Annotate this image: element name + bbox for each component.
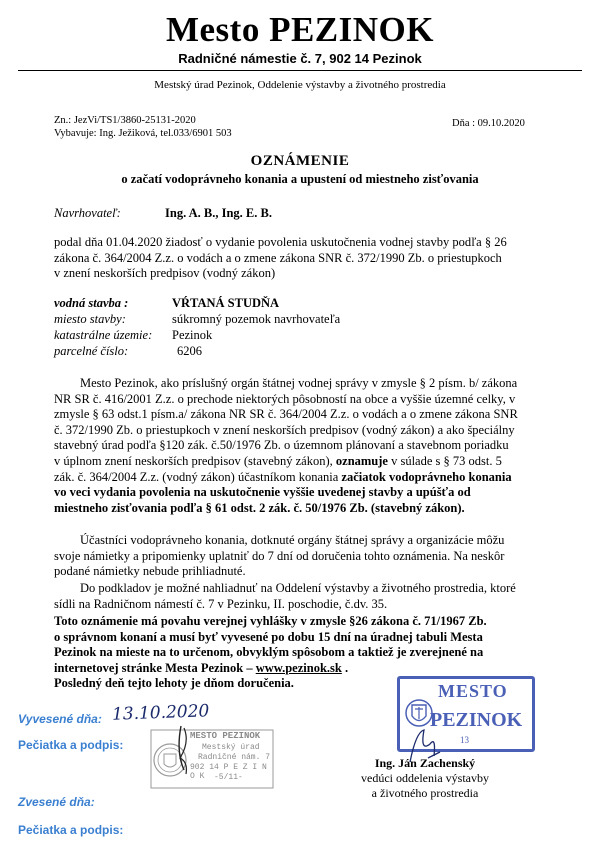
objections-line: podané námietky nebude prihliadnuté. <box>54 564 246 579</box>
signatory-block <box>330 756 520 801</box>
gray-stamp-line: Radničné nám. 7 <box>198 753 271 762</box>
public-notice-line: o správnom konaní a musí byť vyvesené po dobu 15 dní na úradnej tabuli Mesta <box>54 629 483 644</box>
gray-stamp-line: 902 14 P E Z I N O K <box>190 763 267 781</box>
main-line: č. 372/1990 Zb. o priestupkoch v znení neskorších predpisov (vodný zákon) a ako špeciálny <box>54 422 515 437</box>
main-line-part: v súlade s § 73 odst. 5 <box>387 453 502 468</box>
public-notice-line <box>54 661 550 677</box>
structure-value: VŔTANÁ STUDŇA <box>172 296 280 310</box>
main-line: stavebný úrad podľa §120 zák. č.50/1976 Zb. o územnom plánovaní a stavebnom poriadku <box>54 438 509 453</box>
main-line-part: zák. č. 364/2004 Z.z. (vodný zákon) účastníkom konania <box>54 469 342 484</box>
request-line: v znení neskorších predpisov (vodný zákon) <box>54 266 276 281</box>
signatory-name: Ing. Ján Zachenský <box>374 756 476 770</box>
objections-line: svoje námietky a pripomienky uplatniť do 7 dní od doručenia tohto oznámenia. Na neskôr <box>54 548 505 563</box>
documents-line: sídli na Radničnom námestí č. 7 v Pezinku, II. poschodie, č.dv. 35. <box>54 596 388 611</box>
site-label: miesto stavby: <box>54 312 126 326</box>
handled-by: Vybavuje: Ing. Ježiková, tel.033/6901 503 <box>54 128 232 139</box>
cadastre-value: Pezinok <box>172 328 213 342</box>
office-name: Mestský úrad Pezinok, Oddelenie výstavby a životného prostredia <box>154 79 446 91</box>
public-notice-line: Posledný deň tejto lehoty je dňom doručenia. <box>54 676 294 691</box>
main-line: miestneho zisťovania podľa § 61 odst. 2 zák. č. 50/1976 Zb. (stavebný zákon). <box>54 500 465 515</box>
main-line <box>54 454 550 470</box>
main-line: zmysle § 63 odst.1 písm.a/ zákona NR SR č. 364/2004 Z.z. o vodách a o zmene zákona SNR <box>54 407 518 422</box>
structure-label: vodná stavba : <box>54 296 129 310</box>
blue-stamp-line-2: PEZINOK <box>430 709 523 731</box>
request-line: podal dňa 01.04.2020 žiadosť o vydanie povolenia uskutočnenia vodnej stavby podľa § 26 <box>54 235 507 249</box>
signatory-role: a životného prostredia <box>371 786 479 800</box>
posted-date-label: Vyvesené dňa: <box>18 712 102 726</box>
public-notice-part: . <box>341 660 349 675</box>
stamp-signature-label-2: Pečiatka a podpis: <box>18 823 124 837</box>
file-number: Zn.: JezVi/TS1/3860-25131-2020 <box>54 115 196 126</box>
header-divider <box>18 70 582 71</box>
posted-date-handwritten: 13.10.2020 <box>111 701 210 725</box>
gray-stamp-line: MESTO PEZINOK <box>190 731 261 741</box>
applicant-value: Ing. A. B., Ing. E. B. <box>165 206 272 220</box>
website-link[interactable]: www.pezinok.sk <box>255 660 342 675</box>
main-line: vo veci vydania povolenia na uskutočnenie vyššie uvedenej stavby a upúšťa od <box>54 485 471 500</box>
request-paragraph <box>54 235 550 282</box>
request-line: zákona č. 364/2004 Z.z. o vodách a o zmene zákona SNR č. 372/1990 Zb. o priestupkoch <box>54 250 502 265</box>
cadastre-label: katastrálne územie: <box>54 328 153 342</box>
main-line-part: v úplnom znení neskorších predpisov (stavebný zákon), <box>54 453 336 468</box>
main-line-bold: začiatok vodoprávneho konania <box>341 469 512 484</box>
municipality-address: Radničné námestie č. 7, 902 14 Pezinok <box>178 51 422 66</box>
main-line-bold: oznamuje <box>335 453 388 468</box>
public-notice-line: Pezinok na mieste na to určenom, obvyklým spôsobom a taktiež je zverejnené na <box>54 645 484 660</box>
applicant-label: Navrhovateľ: <box>54 206 121 220</box>
notice-title: OZNÁMENIE <box>250 153 350 169</box>
objections-paragraph <box>54 533 550 580</box>
public-notice-line: Toto oznámenie má povahu verejnej vyhlášky v zmysle §26 zákona č. 71/1967 Zb. <box>54 614 487 628</box>
municipality-title: Mesto PEZINOK <box>165 10 434 49</box>
blue-stamp-number: 13 <box>460 735 469 745</box>
file-meta <box>54 114 232 140</box>
notice-subtitle: o začatí vodoprávneho konania a upustení od miestneho zisťovania <box>121 172 479 186</box>
stamp-signature-label-1: Pečiatka a podpis: <box>18 738 124 752</box>
gray-stamp-line: Mestský úrad <box>202 743 260 752</box>
blue-stamp-line-1: MESTO <box>438 681 508 701</box>
public-notice-part: internetovej stránke Mesta Pezinok – <box>54 660 256 675</box>
office-gray-stamp <box>150 722 275 802</box>
main-line: NR SR č. 416/2001 Z.z. o prechode niektorých pôsobností na obce a vyššie územné celky, v <box>54 391 516 406</box>
objections-line: Účastníci vodoprávneho konania, dotknuté orgány štátnej správy a organizácie môžu <box>80 533 505 547</box>
main-line: Mesto Pezinok, ako príslušný orgán štátnej vodnej správy v zmysle § 2 písm. b/ zákona <box>80 376 518 390</box>
site-value: súkromný pozemok navrhovateľa <box>172 312 341 326</box>
removed-date-label: Zvesené dňa: <box>18 795 95 809</box>
main-line <box>54 470 550 486</box>
main-paragraph <box>54 376 550 516</box>
signatory-role: vedúci oddelenia výstavby <box>361 771 489 785</box>
gray-stamp-line: -5/11- <box>214 773 243 782</box>
parcel-label: parcelné číslo: <box>54 344 129 358</box>
document-date: Dňa : 09.10.2020 <box>452 118 525 129</box>
documents-line: Do podkladov je možné nahliadnuť na Oddelení výstavby a životného prostredia, ktoré <box>80 581 516 595</box>
parcel-value: 6206 <box>177 344 202 358</box>
documents-paragraph <box>54 581 550 612</box>
